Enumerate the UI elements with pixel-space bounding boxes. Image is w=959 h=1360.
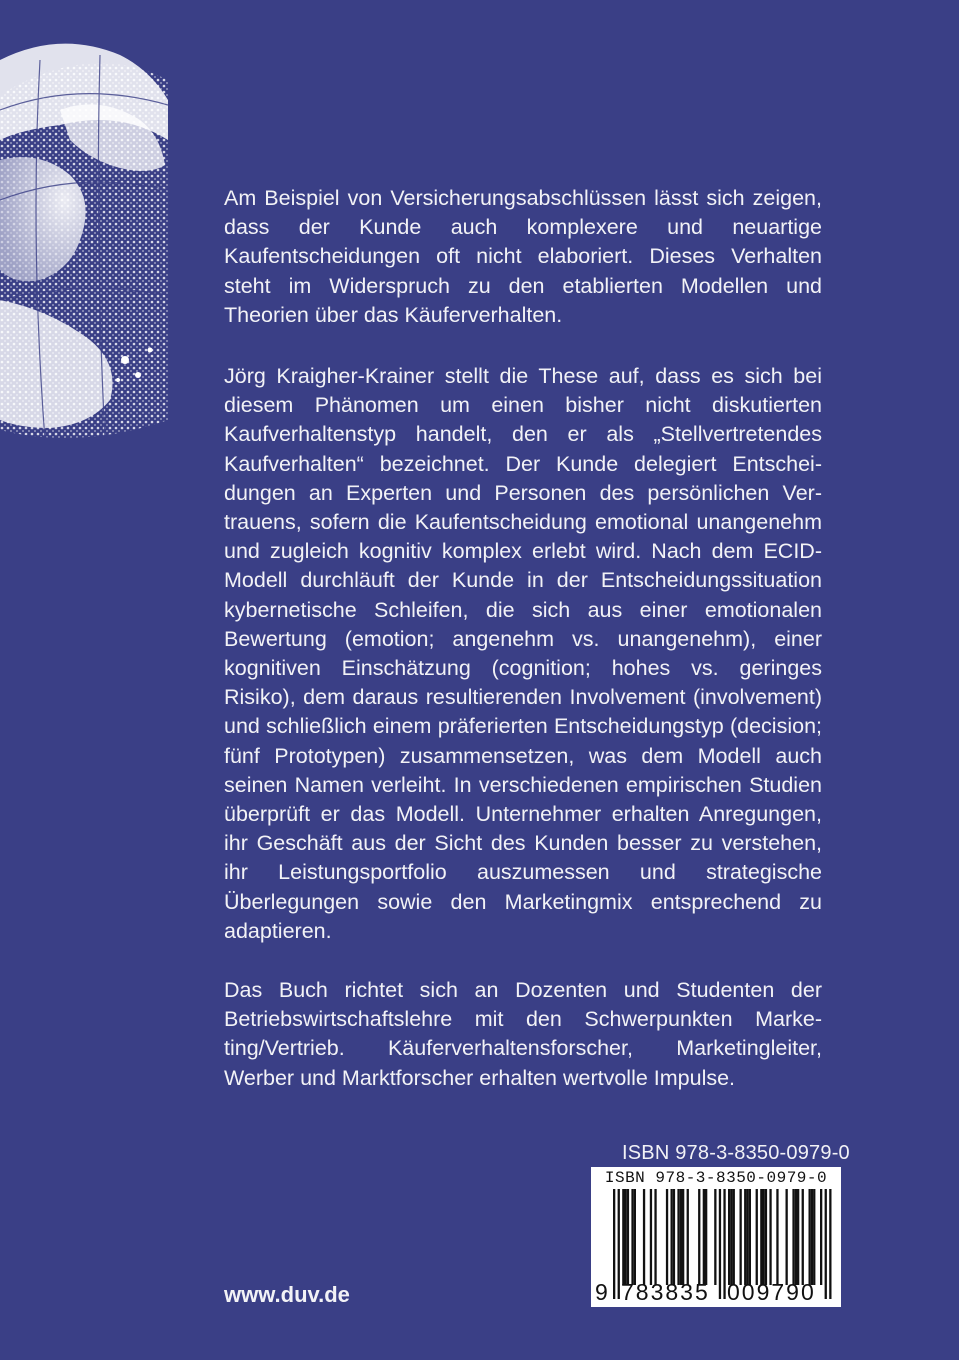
barcode-bar — [797, 1189, 799, 1285]
barcode-bar — [829, 1189, 831, 1299]
barcode-bar — [813, 1189, 815, 1285]
barcode-bar — [728, 1189, 730, 1285]
barcode-bar — [740, 1189, 742, 1285]
barcode-bar — [719, 1189, 721, 1299]
barcode-bar — [763, 1189, 765, 1285]
barcode-bar — [749, 1189, 751, 1285]
isbn-label: ISBN 978-3-8350-0979-0 — [622, 1142, 850, 1164]
barcode-bar — [776, 1189, 778, 1285]
barcode-bar — [631, 1189, 633, 1285]
barcode-bar — [765, 1189, 767, 1285]
barcode-bar — [680, 1189, 682, 1285]
paragraph-audience-text: Das Buch richtet sich an Dozenten und Studenten der Betriebswirtschaftslehre mit den Schwerpunkten Marketing/Vertrieb. Käuferverhaltensforscher, Marketingleiter, Werber und Marktforscher erhalten wertvolle Impulse. — [224, 978, 822, 1090]
barcode-bar — [643, 1189, 645, 1285]
barcode-bar — [714, 1189, 716, 1285]
barcode-right-group: 009790 — [727, 1279, 816, 1305]
barcode-bar — [673, 1189, 675, 1285]
barcode-bar — [671, 1189, 673, 1285]
barcode-bar — [802, 1189, 804, 1285]
barcode-bar — [705, 1189, 707, 1285]
barcode-bar — [811, 1189, 813, 1285]
barcode-bar — [723, 1189, 725, 1299]
barcode-bar — [756, 1189, 758, 1285]
barcode-bar — [769, 1189, 771, 1285]
barcode-bar — [730, 1189, 732, 1285]
barcode-bar — [627, 1189, 629, 1285]
paragraph-main-text: Jörg Kraigher-Krainer stellt die These auf, dass es sich bei diesem Phänomen um einen bisher nicht diskutierten Kaufverhaltenstyp handelt, den er als „Stellvertretendes Kaufverhalten“ bezeichnet. Der Kunde delegiert Entscheidungen an Experten und Personen des persönlichen Vertrauens, sofern die Kaufentscheidung emotional unangenehm und zugleich kognitiv komplex erlebt wird. Nach dem ECID-Modell durchläuft der Kunde in der Entscheidungssituation kybernetische Schleifen, die sich aus einer emotionalen Bewertung (emotion; angenehm vs. unangenehm), einer kognitiven Einschätzung (cognition; hohes vs. geringes Risiko), dem daraus resultierenden Involvement (involvement) und schließlich einem präferierten Entscheidungstyp (decision; fünf Prototypen) zusammensetzen, was dem Modell auch seinen Namen verleiht. In verschiedenen empirischen Studien überprüft er das Modell. Unternehmer erhalten Anregungen, ihr Geschäft aus der Sicht des Kunden besser zu verstehen, ihr Leistungsportfolio auszumessen und strategische Überlegungen sowie den Marketingmix entsprechend zu adaptieren. — [224, 364, 822, 943]
website-url[interactable]: www.duv.de — [224, 1282, 350, 1307]
barcode-bar — [733, 1189, 735, 1285]
barcode-bar — [618, 1189, 620, 1299]
barcode-bar — [698, 1189, 700, 1285]
barcode-bar — [625, 1189, 627, 1285]
barcode-bar — [744, 1189, 746, 1285]
barcode-bar — [786, 1189, 788, 1285]
barcode-bar — [682, 1189, 684, 1285]
paragraph-audience — [224, 976, 822, 1093]
barcode-bar — [760, 1189, 762, 1285]
barcode-bar — [650, 1189, 652, 1285]
barcode-bar — [654, 1189, 656, 1285]
barcode-bar — [792, 1189, 794, 1285]
barcode-bar — [666, 1189, 668, 1285]
barcode-bar — [634, 1189, 636, 1285]
barcode-bar — [677, 1189, 679, 1285]
barcode-bar — [746, 1189, 748, 1285]
barcode-bar — [622, 1189, 624, 1285]
barcode — [591, 1167, 841, 1307]
paragraph-intro-text: Am Beispiel von Versicherungsabschlüssen lässt sich zeigen, dass der Kunde auch komplexere und neuartige Kaufentscheidungen oft nicht elaboriert. Dieses Verhalten steht im Widerspruch zu den etablierten Modellen und Theorien über das Käuferverhalten. — [224, 186, 822, 327]
barcode-bar — [809, 1189, 811, 1285]
barcode-bar — [613, 1189, 615, 1299]
paragraph-main — [224, 362, 822, 946]
barcode-bar — [687, 1189, 689, 1285]
paragraph-intro — [224, 184, 822, 330]
barcode-bar — [703, 1189, 705, 1285]
barcode-bar — [820, 1189, 822, 1285]
barcode-left-group: 783835 — [621, 1279, 710, 1305]
barcode-bar — [825, 1189, 827, 1299]
barcode-first-digit: 9 — [595, 1279, 608, 1305]
barcode-bar — [795, 1189, 797, 1285]
barcode-isbn-text: ISBN 978-3-8350-0979-0 — [604, 1169, 828, 1187]
globe-illustration — [0, 0, 168, 460]
